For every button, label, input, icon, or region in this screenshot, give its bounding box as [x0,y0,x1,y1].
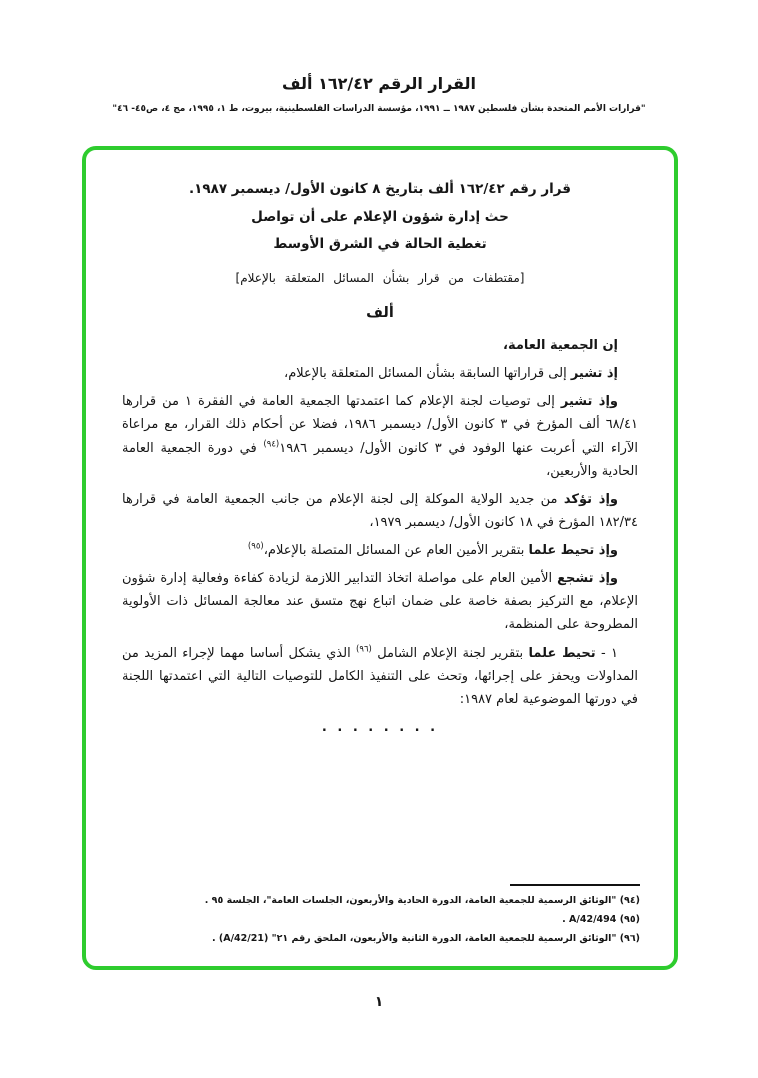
footnotes-section [118,884,642,950]
footnote-ref: (٩٥) [247,541,264,552]
resolution-title-line: قرار رقم ١٦٢/٤٢ ألف بتاريخ ٨ كانون الأول/ ديسمبر ١٩٨٧. [188,181,571,197]
operative-paragraph [122,642,638,711]
resolution-title-line: تغطية الحالة في الشرق الأوسط [273,236,487,253]
paragraph-number: ١ - [595,645,618,661]
resolution-body [118,334,642,739]
paragraph-text: الذي يشكل أساسا مهما لإجراء المزيد من المداولات ويحفز على إجرائها، وتحث على التنفيذ الكامل للتوصيات التالية التي اعتمدتها اللجنة في دورتها الموضوعية لعام ١٩٨٧: [122,645,638,707]
ellipsis-line: . . . . . . . . [321,719,439,735]
preamble-opening-paragraph [122,334,638,357]
section-heading: ألف [366,305,394,322]
footnote-item: (٩٤) "الوثائق الرسمية للجمعية العامة، الدورة الحادية والأربعون، الجلسات العامة"، الجلسة ٩٥ . [204,895,640,906]
paragraph-text: بتقرير لجنة الإعلام الشامل [371,645,529,661]
paragraph-text: إلى توصيات لجنة الإعلام كما اعتمدتها الجمعية العامة في الفقرة ١ من قرارها ٦٨/٤١ ألف المؤرخ في ٣ كانون الأول/ ديسمبر ١٩٨٦، فضلا عن أحكام ذلك القرار، مع مراعاة الآراء التي أعربت عنها الوفود في ٣ كانون الأول/ ديسمبر ١٩٨٦ [122,394,638,456]
paragraph-lead: وإذ تشجع [557,571,618,587]
footnote-item: (٩٥) A/42/494 . [562,914,640,925]
resolution-title [118,176,642,259]
paragraph-lead: تحيط علما [528,645,596,661]
page-number: ١ [374,994,384,1010]
preamble-paragraph [122,488,638,534]
paragraph-lead: وإذ تحيط علما [528,543,618,559]
paragraph-text: من جديد الولاية الموكلة إلى لجنة الإعلام من جانب الجمعية العامة في قرارها ١٨٢/٣٤ المؤرخ في ١٨ كانون الأول/ ديسمبر ١٩٧٩، [122,491,638,530]
footnote-ref: (٩٦) [356,644,372,655]
paragraph-text: بتقرير الأمين العام عن المسائل المتصلة بالإعلام، [263,543,529,559]
paragraph-lead: إذ تشير [570,366,618,382]
paragraph-lead: وإذ تشير [560,394,618,410]
resolution-frame [82,146,678,970]
preamble-paragraph [122,390,638,483]
paragraph-lead: وإذ تؤكد [563,491,618,507]
resolution-title-line: حث إدارة شؤون الإعلام على أن تواصل [251,208,509,225]
preamble-paragraph [122,539,638,562]
preamble-paragraph [122,567,638,636]
footnote-ref: (٩٤) [263,439,280,450]
paragraph-text: إلى قراراتها السابقة بشأن المسائل المتعلقة بالإعلام، [284,366,571,382]
paragraph-text: في دورة الجمعية العامة الحادية والأربعين، [122,440,638,479]
paragraph-lead: إن الجمعية العامة، [503,338,618,354]
footnote-rule [510,884,640,886]
paragraph-text: الأمين العام على مواصلة اتخاذ التدابير اللازمة لزيادة كفاءة وفعالية إدارة شؤون الإعلام، مع التركيز بصفة خاصة على ضمان اتباع نهج متسق عند معالجة المسائل ذات الأولوية المطروحة على المنظمة، [122,571,638,633]
preamble-paragraph [122,362,638,385]
footnote-item: (٩٦) "الوثائق الرسمية للجمعية العامة، الدورة الثانية والأربعون، الملحق رقم ٢١" (A/42/21) . [211,933,640,944]
page-title: القرار الرقم ١٦٢/٤٢ ألف [281,74,477,93]
resolution-subtitle: [مقتطفات من قرار بشأن المسائل المتعلقة بالإعلام] [235,271,525,286]
document-header [0,0,758,114]
source-citation: "قرارات الأمم المتحدة بشأن فلسطين ١٩٨٧ ــ ١٩٩١، مؤسسة الدراسات الفلسطينية، بيروت، ط ١، ١٩٩٥، مج ٤، ص٤٥- ٤٦" [112,104,646,114]
